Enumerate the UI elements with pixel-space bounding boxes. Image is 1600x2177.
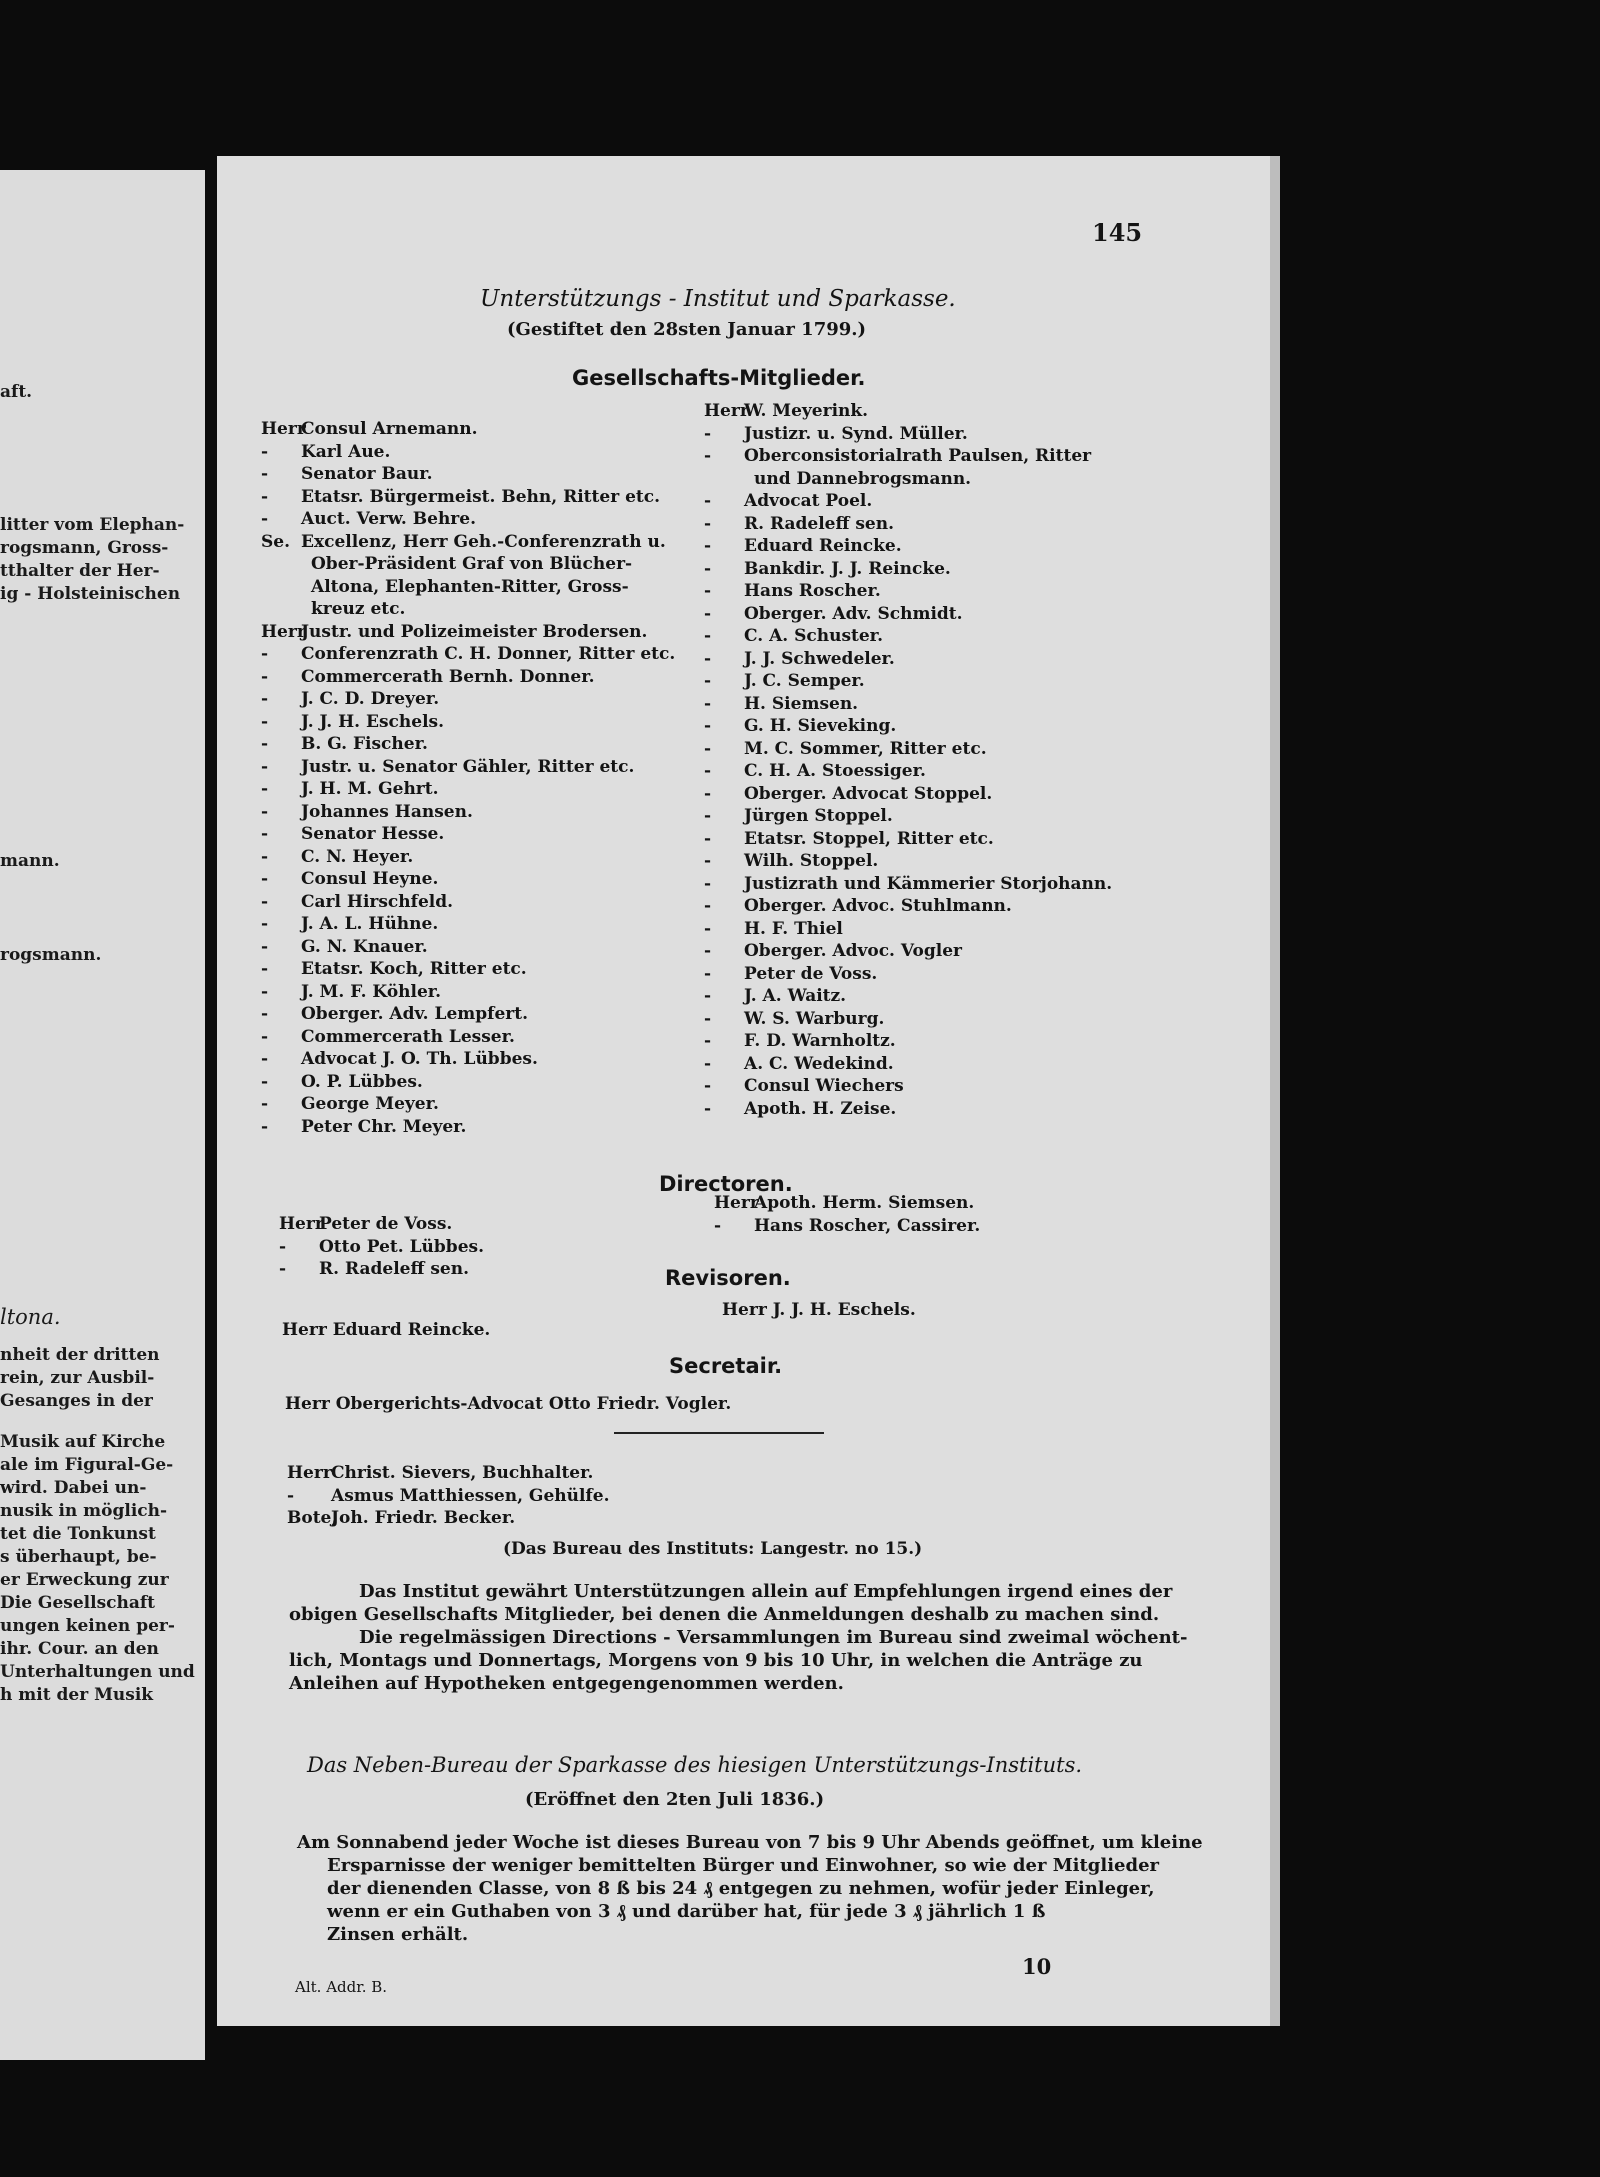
paragraph-line: lich, Montags und Donnertags, Morgens von 9 bis 10 Uhr, in welchen die Anträge zu xyxy=(289,1650,1143,1671)
list-item xyxy=(704,648,1112,671)
entry-text: und Dannebrogsmann. xyxy=(754,468,972,489)
list-item xyxy=(261,531,675,554)
list-item xyxy=(704,985,1112,1008)
list-item xyxy=(261,418,675,441)
list-item xyxy=(704,940,1112,963)
list-item xyxy=(704,535,1112,558)
list-item xyxy=(279,1213,484,1236)
entry-prefix: - xyxy=(704,828,712,849)
list-item xyxy=(704,445,1112,468)
entry-text: Karl Aue. xyxy=(301,441,391,462)
list-item xyxy=(287,1462,609,1485)
entry-text: Consul Wiechers xyxy=(744,1076,904,1096)
entry-prefix: - xyxy=(704,648,712,669)
entry-prefix: - xyxy=(704,716,712,736)
entry-prefix: - xyxy=(704,423,712,444)
entry-text: Johannes Hansen. xyxy=(301,801,473,822)
neben-bureau-opened: (Eröffnet den 2ten Juli 1836.) xyxy=(525,1789,825,1810)
left-line: litter vom Elephan- xyxy=(0,515,185,535)
left-line: mann. xyxy=(0,851,60,871)
page-edge xyxy=(1270,156,1280,2026)
list-item xyxy=(704,513,1112,536)
entry-text: W. Meyerink. xyxy=(744,401,869,421)
entry-text: Apoth. Herm. Siemsen. xyxy=(754,1193,975,1213)
entry-prefix: Herr xyxy=(261,419,306,439)
list-item xyxy=(704,625,1112,648)
entry-text: Commercerath Lesser. xyxy=(301,1026,515,1047)
list-item xyxy=(261,913,675,936)
entry-text: R. Radeleff sen. xyxy=(319,1259,470,1279)
list-item xyxy=(704,715,1112,738)
list-item xyxy=(261,891,675,914)
entry-prefix: - xyxy=(261,1094,269,1114)
entry-text: Etatsr. Stoppel, Ritter etc. xyxy=(744,828,994,849)
left-line: er Erweckung zur xyxy=(0,1570,169,1590)
entry-text: Otto Pet. Lübbes. xyxy=(319,1236,484,1257)
left-line: ig - Holsteinischen xyxy=(0,584,181,604)
entry-prefix: - xyxy=(704,896,712,916)
revisors-heading: Revisoren. xyxy=(665,1266,791,1290)
list-item xyxy=(261,801,675,824)
left-line: nusik in möglich- xyxy=(0,1501,168,1521)
entry-text: Asmus Matthiessen, Gehülfe. xyxy=(331,1485,610,1506)
entry-text: Oberger. Adv. Lempfert. xyxy=(301,1004,528,1024)
entry-text: Joh. Friedr. Becker. xyxy=(331,1508,516,1528)
directors-left-column xyxy=(279,1213,484,1281)
entry-text: M. C. Sommer, Ritter etc. xyxy=(744,738,987,759)
entry-prefix: Herr xyxy=(714,1193,759,1213)
list-item xyxy=(261,1116,675,1139)
left-line: Unterhaltungen und xyxy=(0,1662,195,1682)
left-line: Die Gesellschaft xyxy=(0,1593,156,1613)
entry-prefix: - xyxy=(261,711,269,732)
entry-text: Carl Hirschfeld. xyxy=(301,891,454,912)
entry-prefix: - xyxy=(704,963,712,984)
entry-text: Hans Roscher, Cassirer. xyxy=(754,1215,981,1236)
entry-text: C. H. A. Stoessiger. xyxy=(744,761,926,781)
entry-text: Advocat J. O. Th. Lübbes. xyxy=(301,1049,538,1069)
list-item xyxy=(704,400,1112,423)
entry-text: H. F. Thiel xyxy=(744,918,843,939)
entry-prefix: - xyxy=(704,581,712,601)
entry-text: Justizrath und Kämmerier Storjohann. xyxy=(744,873,1113,894)
entry-prefix: - xyxy=(704,986,712,1006)
list-item xyxy=(704,423,1112,446)
list-item xyxy=(704,1075,1112,1098)
entry-text: Etatsr. Koch, Ritter etc. xyxy=(301,959,527,979)
entry-prefix: - xyxy=(261,1049,269,1069)
entry-prefix: - xyxy=(261,824,269,844)
entry-text: Apoth. H. Zeise. xyxy=(744,1098,897,1119)
page-145 xyxy=(217,156,1270,2026)
entry-prefix: - xyxy=(704,851,712,871)
list-item xyxy=(261,711,675,734)
entry-prefix: - xyxy=(261,509,269,529)
entry-text: A. C. Wedekind. xyxy=(744,1053,894,1074)
entry-prefix: - xyxy=(279,1259,287,1279)
entry-text: Commercerath Bernh. Donner. xyxy=(301,666,595,687)
entry-text: Senator Baur. xyxy=(301,464,433,484)
list-item xyxy=(261,733,675,756)
entry-prefix: - xyxy=(704,806,712,826)
entry-prefix: - xyxy=(704,693,712,714)
entry-prefix: - xyxy=(704,873,712,894)
members-left-column xyxy=(261,418,675,1138)
entry-prefix: - xyxy=(704,1098,712,1119)
entry-prefix: - xyxy=(261,1026,269,1047)
list-item xyxy=(704,1053,1112,1076)
entry-text: Auct. Verw. Behre. xyxy=(301,509,476,529)
paragraph-line: wenn er ein Guthaben von 3 ₰ und darüber hat, für jede 3 ₰ jährlich 1 ß xyxy=(327,1901,1046,1922)
entry-prefix: - xyxy=(261,801,269,822)
list-item xyxy=(704,558,1112,581)
entry-prefix: - xyxy=(704,558,712,579)
entry-prefix: - xyxy=(261,914,269,934)
list-item xyxy=(261,1071,675,1094)
entry-prefix: - xyxy=(261,981,269,1002)
entry-text: Conferenzrath C. H. Donner, Ritter etc. xyxy=(301,644,676,664)
entry-prefix: - xyxy=(704,738,712,759)
entry-text: Jürgen Stoppel. xyxy=(744,806,893,826)
entry-text: Wilh. Stoppel. xyxy=(744,851,879,871)
bureau-address: (Das Bureau des Instituts: Langestr. no 15.) xyxy=(503,1539,923,1559)
left-line: Musik auf Kirche xyxy=(0,1432,166,1452)
entry-text: George Meyer. xyxy=(301,1094,439,1114)
entry-prefix: - xyxy=(704,671,712,691)
entry-prefix: - xyxy=(261,1004,269,1024)
list-item xyxy=(261,868,675,891)
entry-text: Justr. und Polizeimeister Brodersen. xyxy=(301,621,648,642)
list-item xyxy=(704,805,1112,828)
list-item xyxy=(704,693,1112,716)
entry-text: G. H. Sieveking. xyxy=(744,716,897,736)
list-item xyxy=(704,783,1112,806)
list-item xyxy=(261,1003,675,1026)
entry-prefix: Herr xyxy=(704,401,749,421)
list-item xyxy=(704,738,1112,761)
entry-text: W. S. Warburg. xyxy=(744,1008,885,1029)
section-rule xyxy=(614,1432,824,1434)
list-item xyxy=(261,1093,675,1116)
page-number: 145 xyxy=(1092,218,1143,247)
entry-text: J. A. Waitz. xyxy=(744,986,847,1006)
entry-text: Oberconsistorialrath Paulsen, Ritter xyxy=(744,446,1092,466)
list-item xyxy=(704,603,1112,626)
signature-number: 10 xyxy=(1022,1954,1052,1979)
entry-text: Eduard Reincke. xyxy=(744,536,902,556)
list-item xyxy=(279,1236,484,1259)
list-item xyxy=(704,468,1112,491)
list-item xyxy=(261,441,675,464)
list-item xyxy=(261,756,675,779)
list-item xyxy=(714,1192,980,1215)
entry-prefix: Herr xyxy=(279,1214,324,1234)
list-item xyxy=(261,823,675,846)
list-item xyxy=(704,580,1112,603)
list-item xyxy=(704,963,1112,986)
entry-text: F. D. Warnholtz. xyxy=(744,1031,896,1051)
entry-text: H. Siemsen. xyxy=(744,693,859,714)
left-line: ihr. Cour. an den xyxy=(0,1639,159,1659)
entry-prefix: - xyxy=(704,603,712,624)
paragraph-line: der dienenden Classe, von 8 ß bis 24 ₰ entgegen zu nehmen, wofür jeder Einleger, xyxy=(327,1878,1155,1899)
entry-text: J. J. Schwedeler. xyxy=(744,648,895,669)
founded-date: (Gestiftet den 28sten Januar 1799.) xyxy=(507,319,867,340)
entry-text: Consul Arnemann. xyxy=(301,419,478,439)
paragraph-line: Ersparnisse der weniger bemittelten Bürger und Einwohner, so wie der Mitglieder xyxy=(327,1855,1160,1876)
left-line: s überhaupt, be- xyxy=(0,1547,157,1567)
entry-prefix: Herr xyxy=(261,621,306,642)
left-line: Gesanges in der xyxy=(0,1391,153,1411)
list-item xyxy=(261,508,675,531)
list-item xyxy=(704,895,1112,918)
revisor-right: Herr J. J. H. Eschels. xyxy=(722,1300,916,1320)
directors-heading: Directoren. xyxy=(659,1172,793,1196)
book-gutter xyxy=(205,170,217,2060)
paragraph-line: Die regelmässigen Directions - Versammlungen im Bureau sind zweimal wöchent- xyxy=(359,1627,1188,1648)
entry-text: Peter Chr. Meyer. xyxy=(301,1116,467,1137)
entry-prefix: - xyxy=(704,941,712,961)
entry-text: Etatsr. Bürgermeist. Behn, Ritter etc. xyxy=(301,486,661,507)
entry-prefix: - xyxy=(704,536,712,556)
entry-text: kreuz etc. xyxy=(311,599,406,619)
entry-text: Advocat Poel. xyxy=(744,491,873,511)
left-line: ale im Figural-Ge- xyxy=(0,1455,174,1475)
entry-prefix: - xyxy=(714,1215,722,1236)
entry-prefix: - xyxy=(261,846,269,867)
list-item xyxy=(704,490,1112,513)
left-line: nheit der dritten xyxy=(0,1345,160,1365)
list-item xyxy=(261,643,675,666)
list-item xyxy=(704,760,1112,783)
list-item xyxy=(261,1048,675,1071)
footer-note: Alt. Addr. B. xyxy=(295,1978,388,1996)
entry-text: J. C. Semper. xyxy=(744,671,865,691)
left-line: h mit der Musik xyxy=(0,1685,154,1705)
neben-bureau-title: Das Neben-Bureau der Sparkasse des hiesigen Unterstützungs-Instituts. xyxy=(307,1753,1083,1777)
page-title: Unterstützungs - Institut und Sparkasse. xyxy=(480,286,956,312)
entry-text: Peter de Voss. xyxy=(744,963,878,984)
entry-prefix: - xyxy=(261,666,269,687)
left-line: rein, zur Ausbil- xyxy=(0,1368,155,1388)
list-item xyxy=(261,553,675,576)
list-item xyxy=(261,463,675,486)
entry-text: Ober-Präsident Graf von Blücher- xyxy=(311,554,633,574)
left-line: ungen keinen per- xyxy=(0,1616,175,1636)
entry-text: J. M. F. Köhler. xyxy=(301,981,442,1002)
entry-text: Oberger. Adv. Schmidt. xyxy=(744,603,963,624)
list-item xyxy=(279,1258,484,1281)
previous-page-fragment xyxy=(0,170,205,2060)
entry-prefix: - xyxy=(704,513,712,534)
entry-prefix: - xyxy=(261,891,269,912)
list-item xyxy=(704,1030,1112,1053)
entry-text: Bankdir. J. J. Reincke. xyxy=(744,558,951,579)
paragraph-line: Am Sonnabend jeder Woche ist dieses Bureau von 7 bis 9 Uhr Abends geöffnet, um kleine xyxy=(297,1832,1203,1853)
list-item xyxy=(704,1098,1112,1121)
entry-prefix: - xyxy=(261,689,269,709)
entry-text: J. A. L. Hühne. xyxy=(301,914,439,934)
list-item xyxy=(261,486,675,509)
entry-prefix: - xyxy=(261,936,269,957)
list-item xyxy=(261,846,675,869)
entry-prefix: Herr xyxy=(287,1463,332,1483)
entry-prefix: Se. xyxy=(261,531,291,552)
savings-paragraph xyxy=(297,1831,1203,1946)
list-item xyxy=(261,958,675,981)
entry-prefix: - xyxy=(261,959,269,979)
secretary-name: Herr Obergerichts-Advocat Otto Friedr. Vogler. xyxy=(285,1394,732,1414)
entry-text: B. G. Fischer. xyxy=(301,734,428,754)
paragraph-line: Anleihen auf Hypotheken entgegengenommen werden. xyxy=(289,1673,844,1694)
list-item xyxy=(261,936,675,959)
entry-prefix: - xyxy=(704,918,712,939)
list-item xyxy=(287,1485,609,1508)
entry-text: R. Radeleff sen. xyxy=(744,513,895,534)
entry-text: Excellenz, Herr Geh.-Conferenzrath u. xyxy=(301,531,666,552)
entry-prefix: - xyxy=(261,644,269,664)
secretary-heading: Secretair. xyxy=(669,1354,783,1378)
list-item xyxy=(704,850,1112,873)
entry-prefix: - xyxy=(704,1031,712,1051)
entry-prefix: - xyxy=(261,486,269,507)
entry-prefix: - xyxy=(704,491,712,511)
entry-prefix: - xyxy=(704,1053,712,1074)
entry-text: Justr. u. Senator Gähler, Ritter etc. xyxy=(301,756,635,777)
entry-text: Oberger. Advoc. Vogler xyxy=(744,941,962,961)
entry-text: Oberger. Advoc. Stuhlmann. xyxy=(744,896,1012,916)
entry-prefix: - xyxy=(704,1076,712,1096)
entry-prefix: - xyxy=(261,756,269,777)
entry-text: O. P. Lübbes. xyxy=(301,1071,423,1092)
entry-text: Consul Heyne. xyxy=(301,869,439,889)
members-heading: Gesellschafts-Mitglieder. xyxy=(572,366,866,390)
entry-prefix: - xyxy=(261,1071,269,1092)
list-item xyxy=(704,670,1112,693)
entry-text: Hans Roscher. xyxy=(744,581,881,601)
entry-prefix: - xyxy=(704,1008,712,1029)
entry-text: Justizr. u. Synd. Müller. xyxy=(744,423,968,444)
staff-list xyxy=(287,1462,609,1530)
list-item xyxy=(261,666,675,689)
list-item xyxy=(704,918,1112,941)
list-item xyxy=(714,1215,980,1238)
entry-text: C. N. Heyer. xyxy=(301,846,414,867)
left-line: tet die Tonkunst xyxy=(0,1524,156,1544)
list-item xyxy=(704,828,1112,851)
directors-right-column xyxy=(714,1192,980,1237)
entry-prefix: - xyxy=(261,779,269,799)
entry-text: Altona, Elephanten-Ritter, Gross- xyxy=(311,576,629,597)
entry-prefix: - xyxy=(261,1116,269,1137)
entry-prefix: - xyxy=(261,734,269,754)
entry-prefix: - xyxy=(704,783,712,804)
list-item xyxy=(704,1008,1112,1031)
entry-prefix: - xyxy=(279,1236,287,1257)
entry-prefix: - xyxy=(704,446,712,466)
entry-text: G. N. Knauer. xyxy=(301,936,428,957)
entry-text: Peter de Voss. xyxy=(319,1214,453,1234)
list-item xyxy=(261,981,675,1004)
list-item xyxy=(261,621,675,644)
left-line: aft. xyxy=(0,382,33,402)
list-item xyxy=(261,598,675,621)
entry-text: J. J. H. Eschels. xyxy=(301,711,445,732)
left-line: rogsmann, Gross- xyxy=(0,538,169,558)
entry-prefix: - xyxy=(261,869,269,889)
left-line: ltona. xyxy=(0,1305,61,1329)
institute-paragraph xyxy=(289,1580,1187,1695)
left-line: tthalter der Her- xyxy=(0,561,160,581)
entry-prefix: - xyxy=(261,441,269,462)
paragraph-line: Zinsen erhält. xyxy=(327,1924,469,1945)
list-item xyxy=(261,576,675,599)
left-line: wird. Dabei un- xyxy=(0,1478,147,1498)
entry-text: Senator Hesse. xyxy=(301,824,445,844)
entry-prefix: - xyxy=(704,761,712,781)
entry-prefix: - xyxy=(704,626,712,646)
entry-text: J. C. D. Dreyer. xyxy=(301,689,440,709)
list-item xyxy=(261,778,675,801)
entry-text: Oberger. Advocat Stoppel. xyxy=(744,783,993,804)
left-line: rogsmann. xyxy=(0,945,102,965)
paragraph-line: Das Institut gewährt Unterstützungen allein auf Empfehlungen irgend eines der xyxy=(359,1581,1173,1602)
members-right-column xyxy=(704,400,1112,1120)
list-item xyxy=(261,688,675,711)
revisor-left: Herr Eduard Reincke. xyxy=(282,1320,491,1340)
list-item xyxy=(261,1026,675,1049)
entry-prefix: - xyxy=(261,464,269,484)
entry-text: Christ. Sievers, Buchhalter. xyxy=(331,1463,594,1483)
list-item xyxy=(704,873,1112,896)
entry-text: C. A. Schuster. xyxy=(744,626,883,646)
entry-prefix: Bote, xyxy=(287,1508,338,1528)
paragraph-line: obigen Gesellschafts Mitglieder, bei denen die Anmeldungen deshalb zu machen sind. xyxy=(289,1604,1160,1625)
entry-prefix: - xyxy=(287,1485,295,1506)
list-item xyxy=(287,1507,609,1530)
entry-text: J. H. M. Gehrt. xyxy=(301,779,439,799)
